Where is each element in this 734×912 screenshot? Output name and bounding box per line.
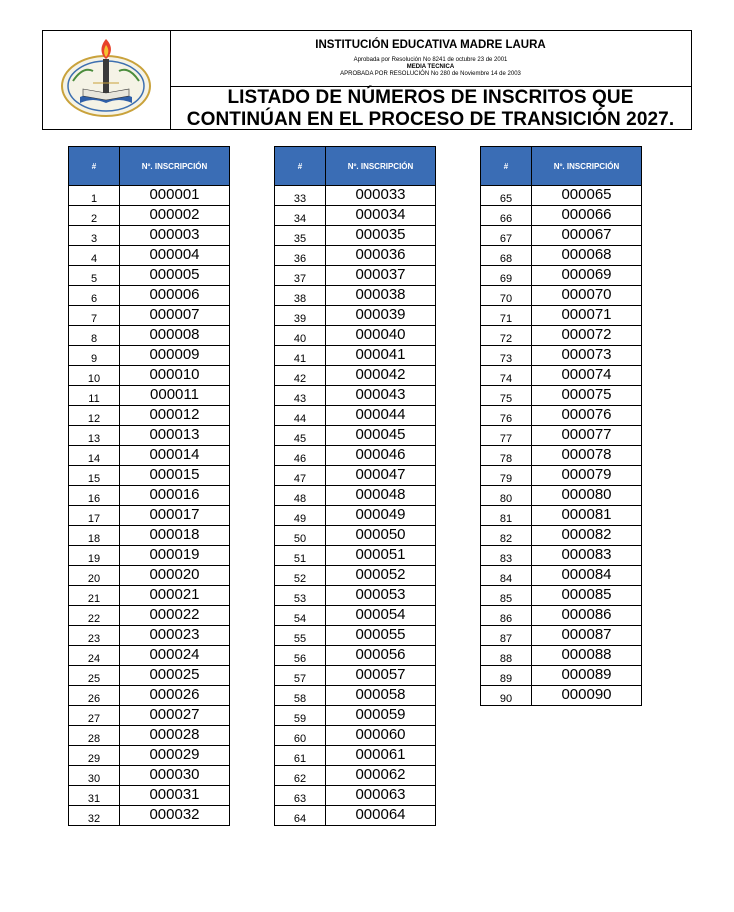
inscription-number: 000041 [326, 346, 436, 366]
row-number: 87 [481, 626, 532, 646]
row-number: 31 [69, 786, 120, 806]
table-row [275, 246, 436, 266]
table-row [481, 446, 642, 466]
table-row [275, 286, 436, 306]
row-number: 80 [481, 486, 532, 506]
table-row [275, 626, 436, 646]
table-row [69, 426, 230, 446]
table-row [275, 766, 436, 786]
row-number: 12 [69, 406, 120, 426]
inscription-number: 000011 [120, 386, 230, 406]
inscription-number: 000002 [120, 206, 230, 226]
inscription-number: 000052 [326, 566, 436, 586]
inscription-number: 000035 [326, 226, 436, 246]
row-number: 81 [481, 506, 532, 526]
row-number: 2 [69, 206, 120, 226]
row-number: 52 [275, 566, 326, 586]
table-row [275, 366, 436, 386]
row-number: 44 [275, 406, 326, 426]
inscription-number: 000084 [532, 566, 642, 586]
inscription-number: 000082 [532, 526, 642, 546]
inscription-number: 000056 [326, 646, 436, 666]
title-line-1: LISTADO DE NÚMEROS DE INSCRITOS QUE [227, 87, 634, 108]
row-number: 56 [275, 646, 326, 666]
row-number: 26 [69, 686, 120, 706]
row-number: 25 [69, 666, 120, 686]
table-row [69, 266, 230, 286]
row-number: 63 [275, 786, 326, 806]
inscription-number: 000014 [120, 446, 230, 466]
inscription-number: 000057 [326, 666, 436, 686]
inscription-number: 000066 [532, 206, 642, 226]
table-row [69, 626, 230, 646]
row-number: 54 [275, 606, 326, 626]
row-number: 45 [275, 426, 326, 446]
inscription-number: 000007 [120, 306, 230, 326]
table-row [69, 226, 230, 246]
table-row [275, 446, 436, 466]
table-row [481, 686, 642, 706]
inscription-number: 000050 [326, 526, 436, 546]
inscription-number: 000008 [120, 326, 230, 346]
table-header-row [481, 147, 642, 186]
inscription-number: 000051 [326, 546, 436, 566]
table-row [481, 226, 642, 246]
table-row [69, 766, 230, 786]
inscription-number: 000013 [120, 426, 230, 446]
table-row [69, 186, 230, 206]
table-row [275, 346, 436, 366]
row-number: 83 [481, 546, 532, 566]
inscription-number: 000047 [326, 466, 436, 486]
row-number: 82 [481, 526, 532, 546]
inscription-number: 000021 [120, 586, 230, 606]
row-number: 19 [69, 546, 120, 566]
table-row [69, 506, 230, 526]
inscription-number: 000079 [532, 466, 642, 486]
inscription-number: 000072 [532, 326, 642, 346]
table-row [275, 786, 436, 806]
table-row [275, 586, 436, 606]
inscription-number: 000038 [326, 286, 436, 306]
inscription-number: 000025 [120, 666, 230, 686]
row-number: 24 [69, 646, 120, 666]
table-header-row [275, 147, 436, 186]
row-number: 84 [481, 566, 532, 586]
inscription-number: 000074 [532, 366, 642, 386]
row-number: 39 [275, 306, 326, 326]
table-row [481, 526, 642, 546]
inscription-number: 000090 [532, 686, 642, 706]
row-number: 74 [481, 366, 532, 386]
table-row [275, 746, 436, 766]
row-number: 50 [275, 526, 326, 546]
inscription-number: 000065 [532, 186, 642, 206]
row-number: 77 [481, 426, 532, 446]
row-number: 5 [69, 266, 120, 286]
row-number: 49 [275, 506, 326, 526]
inscription-number: 000061 [326, 746, 436, 766]
inscription-number: 000064 [326, 806, 436, 826]
row-number: 40 [275, 326, 326, 346]
title-line-2: CONTINÚAN EN EL PROCESO DE TRANSICIÓN 2027. [186, 109, 675, 130]
table-row [275, 806, 436, 826]
document-title [170, 86, 691, 129]
table-row [69, 246, 230, 266]
table-row [69, 566, 230, 586]
inscription-number: 000040 [326, 326, 436, 346]
table-row [275, 666, 436, 686]
table-row [69, 526, 230, 546]
row-number: 8 [69, 326, 120, 346]
table-row [481, 586, 642, 606]
row-number: 46 [275, 446, 326, 466]
row-number: 53 [275, 586, 326, 606]
row-number: 58 [275, 686, 326, 706]
inscription-number: 000030 [120, 766, 230, 786]
table-row [275, 326, 436, 346]
row-number: 38 [275, 286, 326, 306]
row-number: 27 [69, 706, 120, 726]
row-number: 16 [69, 486, 120, 506]
table-row [69, 726, 230, 746]
inscription-number: 000036 [326, 246, 436, 266]
inscription-number: 000069 [532, 266, 642, 286]
inscription-table-3 [480, 146, 642, 706]
row-number: 89 [481, 666, 532, 686]
table-row [69, 386, 230, 406]
row-number: 57 [275, 666, 326, 686]
row-number: 21 [69, 586, 120, 606]
inscription-number: 000026 [120, 686, 230, 706]
table-row [481, 406, 642, 426]
row-number: 86 [481, 606, 532, 626]
column-header-number: # [275, 147, 326, 186]
inscription-number: 000075 [532, 386, 642, 406]
table-row [275, 186, 436, 206]
table-row [275, 426, 436, 446]
inscription-table-1 [68, 146, 230, 826]
inscription-number: 000006 [120, 286, 230, 306]
inscription-number: 000017 [120, 506, 230, 526]
row-number: 13 [69, 426, 120, 446]
inscription-number: 000024 [120, 646, 230, 666]
table-row [69, 366, 230, 386]
row-number: 90 [481, 686, 532, 706]
inscription-number: 000009 [120, 346, 230, 366]
row-number: 42 [275, 366, 326, 386]
table-row [69, 606, 230, 626]
inscription-number: 000062 [326, 766, 436, 786]
table-row [275, 306, 436, 326]
row-number: 37 [275, 266, 326, 286]
inscription-number: 000034 [326, 206, 436, 226]
inscription-number: 000045 [326, 426, 436, 446]
resolution-line-2: APROBADA POR RESOLUCIÓN No 280 de Noviembre 14 de 2003 [340, 71, 521, 77]
table-row [69, 446, 230, 466]
inscription-number: 000058 [326, 686, 436, 706]
table-row [69, 586, 230, 606]
inscription-number: 000073 [532, 346, 642, 366]
table-row [275, 606, 436, 626]
table-row [275, 466, 436, 486]
inscription-number: 000031 [120, 786, 230, 806]
row-number: 51 [275, 546, 326, 566]
inscription-number: 000039 [326, 306, 436, 326]
document-header [42, 30, 692, 130]
inscription-number: 000085 [532, 586, 642, 606]
table-row [481, 626, 642, 646]
inscription-number: 000022 [120, 606, 230, 626]
inscription-number: 000077 [532, 426, 642, 446]
table-row [69, 346, 230, 366]
inscription-number: 000003 [120, 226, 230, 246]
column-header-inscription: Nº. INSCRIPCIÓN [120, 147, 230, 186]
table-row [481, 286, 642, 306]
row-number: 61 [275, 746, 326, 766]
table-row [275, 686, 436, 706]
inscription-number: 000042 [326, 366, 436, 386]
row-number: 88 [481, 646, 532, 666]
table-row [481, 366, 642, 386]
table-row [69, 546, 230, 566]
inscription-number: 000046 [326, 446, 436, 466]
institution-info [170, 31, 691, 87]
inscription-number: 000083 [532, 546, 642, 566]
table-row [69, 786, 230, 806]
inscription-number: 000059 [326, 706, 436, 726]
inscription-number: 000076 [532, 406, 642, 426]
inscription-number: 000018 [120, 526, 230, 546]
row-number: 67 [481, 226, 532, 246]
table-row [69, 646, 230, 666]
row-number: 85 [481, 586, 532, 606]
inscription-number: 000032 [120, 806, 230, 826]
inscription-number: 000027 [120, 706, 230, 726]
table-row [481, 186, 642, 206]
inscription-number: 000081 [532, 506, 642, 526]
media-tecnica-label: MEDIA TECNICA [406, 64, 455, 70]
inscription-number: 000020 [120, 566, 230, 586]
inscription-number: 000043 [326, 386, 436, 406]
inscription-number: 000048 [326, 486, 436, 506]
inscription-number: 000086 [532, 606, 642, 626]
row-number: 6 [69, 286, 120, 306]
inscription-number: 000087 [532, 626, 642, 646]
row-number: 35 [275, 226, 326, 246]
table-row [69, 666, 230, 686]
inscription-number: 000080 [532, 486, 642, 506]
table-row [275, 526, 436, 546]
table-row [481, 486, 642, 506]
row-number: 36 [275, 246, 326, 266]
row-number: 1 [69, 186, 120, 206]
resolution-line-1: Aprobada por Resolución No 8241 de octubre 23 de 2001 [353, 57, 508, 63]
row-number: 66 [481, 206, 532, 226]
inscription-number: 000078 [532, 446, 642, 466]
row-number: 76 [481, 406, 532, 426]
inscription-number: 000012 [120, 406, 230, 426]
table-row [69, 806, 230, 826]
inscription-number: 000063 [326, 786, 436, 806]
table-row [481, 326, 642, 346]
inscription-number: 000033 [326, 186, 436, 206]
table-row [275, 566, 436, 586]
table-row [481, 606, 642, 626]
table-row [69, 326, 230, 346]
row-number: 73 [481, 346, 532, 366]
row-number: 22 [69, 606, 120, 626]
table-row [275, 206, 436, 226]
row-number: 79 [481, 466, 532, 486]
table-row [481, 206, 642, 226]
row-number: 69 [481, 266, 532, 286]
row-number: 64 [275, 806, 326, 826]
row-number: 28 [69, 726, 120, 746]
school-logo [43, 31, 170, 129]
table-row [481, 246, 642, 266]
table-row [481, 646, 642, 666]
inscription-number: 000019 [120, 546, 230, 566]
inscription-table-2 [274, 146, 436, 826]
row-number: 10 [69, 366, 120, 386]
table-row [481, 466, 642, 486]
inscription-number: 000055 [326, 626, 436, 646]
table-row [275, 706, 436, 726]
column-header-inscription: Nº. INSCRIPCIÓN [326, 147, 436, 186]
inscription-number: 000067 [532, 226, 642, 246]
inscription-number: 000001 [120, 186, 230, 206]
row-number: 20 [69, 566, 120, 586]
table-row [481, 346, 642, 366]
row-number: 11 [69, 386, 120, 406]
row-number: 29 [69, 746, 120, 766]
school-name: INSTITUCIÓN EDUCATIVA MADRE LAURA [315, 39, 546, 51]
table-row [275, 226, 436, 246]
table-row [481, 566, 642, 586]
row-number: 43 [275, 386, 326, 406]
table-row [481, 546, 642, 566]
logo-cell [43, 31, 171, 129]
inscription-number: 000015 [120, 466, 230, 486]
row-number: 3 [69, 226, 120, 246]
inscription-number: 000054 [326, 606, 436, 626]
table-row [69, 286, 230, 306]
row-number: 55 [275, 626, 326, 646]
row-number: 15 [69, 466, 120, 486]
column-header-number: # [69, 147, 120, 186]
row-number: 71 [481, 306, 532, 326]
row-number: 14 [69, 446, 120, 466]
table-row [275, 406, 436, 426]
row-number: 34 [275, 206, 326, 226]
row-number: 72 [481, 326, 532, 346]
inscription-number: 000053 [326, 586, 436, 606]
table-row [481, 266, 642, 286]
table-row [275, 506, 436, 526]
table-row [69, 466, 230, 486]
row-number: 62 [275, 766, 326, 786]
inscription-number: 000070 [532, 286, 642, 306]
inscription-number: 000071 [532, 306, 642, 326]
inscription-number: 000023 [120, 626, 230, 646]
inscription-number: 000037 [326, 266, 436, 286]
row-number: 32 [69, 806, 120, 826]
table-row [275, 386, 436, 406]
row-number: 75 [481, 386, 532, 406]
row-number: 47 [275, 466, 326, 486]
row-number: 17 [69, 506, 120, 526]
row-number: 68 [481, 246, 532, 266]
inscription-number: 000029 [120, 746, 230, 766]
table-header-row [69, 147, 230, 186]
table-row [69, 746, 230, 766]
table-row [481, 506, 642, 526]
table-row [69, 406, 230, 426]
table-row [69, 686, 230, 706]
inscription-number: 000044 [326, 406, 436, 426]
inscription-number: 000005 [120, 266, 230, 286]
row-number: 59 [275, 706, 326, 726]
row-number: 33 [275, 186, 326, 206]
inscription-number: 000068 [532, 246, 642, 266]
row-number: 41 [275, 346, 326, 366]
table-row [69, 206, 230, 226]
row-number: 30 [69, 766, 120, 786]
inscription-number: 000028 [120, 726, 230, 746]
inscription-number: 000010 [120, 366, 230, 386]
table-row [275, 726, 436, 746]
row-number: 4 [69, 246, 120, 266]
table-row [275, 266, 436, 286]
inscription-number: 000060 [326, 726, 436, 746]
row-number: 70 [481, 286, 532, 306]
row-number: 9 [69, 346, 120, 366]
row-number: 65 [481, 186, 532, 206]
table-row [275, 646, 436, 666]
row-number: 48 [275, 486, 326, 506]
table-row [69, 306, 230, 326]
row-number: 78 [481, 446, 532, 466]
column-header-inscription: Nº. INSCRIPCIÓN [532, 147, 642, 186]
table-row [481, 386, 642, 406]
row-number: 7 [69, 306, 120, 326]
row-number: 23 [69, 626, 120, 646]
row-number: 18 [69, 526, 120, 546]
table-row [481, 666, 642, 686]
row-number: 60 [275, 726, 326, 746]
table-row [481, 306, 642, 326]
inscription-number: 000088 [532, 646, 642, 666]
inscription-number: 000004 [120, 246, 230, 266]
inscription-number: 000016 [120, 486, 230, 506]
column-header-number: # [481, 147, 532, 186]
table-row [275, 546, 436, 566]
table-row [481, 426, 642, 446]
inscription-number: 000049 [326, 506, 436, 526]
table-row [69, 486, 230, 506]
inscription-number: 000089 [532, 666, 642, 686]
table-row [69, 706, 230, 726]
table-row [275, 486, 436, 506]
